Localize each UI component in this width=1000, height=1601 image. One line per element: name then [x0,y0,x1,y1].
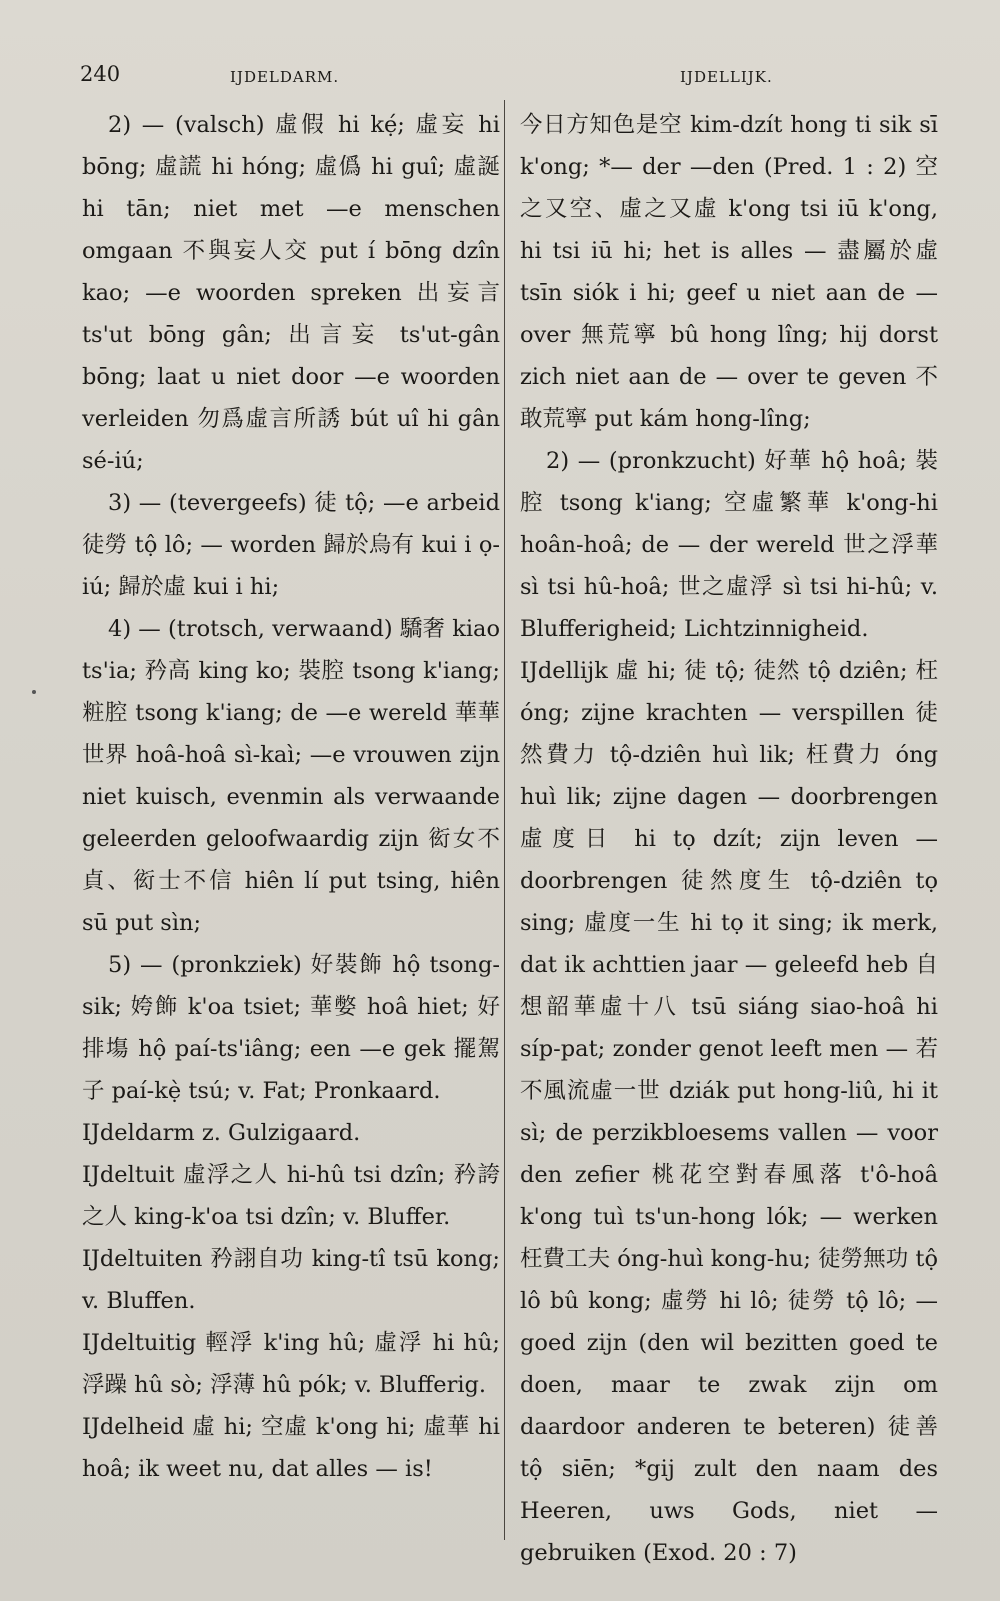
entry-paragraph: IJdeltuit 虛浮之人 hi-hû tsi dzîn; 矜誇之人 king-k'oa tsi dzîn; v. Bluffer. [82,1162,500,1230]
entry-paragraph: IJdeldarm z. Gulzigaard. [82,1120,361,1146]
sense-paragraph: 4) — (trotsch, verwaand) 驕奢 kiao ts'ia; 矜高 king ko; 裝腔 tsong k'iang; 粧腔 tsong k'iang; de —e wereld 華華世界 hoâ-hoâ sì-kaì; —e vrouwen zijn niet kuisch, evenmin als verwaande geleerden geloofwaardig zijn 衒女不貞、衒士不信 hiên lí put tsing, hiên sū put sìn; [82,616,500,936]
column-divider [504,100,505,1540]
sense-paragraph: 2) — (valsch) 虛假 hi kẹ́; 虛妄 hi bōng; 虛謊 hi hóng; 虛僞 hi guî; 虛誕 hi tān; niet met —e menschen omgaan 不與妄人交 put í bōng dzîn kao; —e woorden spreken 出妄言 ts'ut bōng gân; 出言妄 ts'ut-gân bōng; laat u niet door —e woorden verleiden 勿爲虛言所誘 bút uî hi gân sé-iú; [82,112,500,474]
header-right-title: IJDELLIJK. [680,68,773,86]
entry-paragraph: IJdeltuitig 輕浮 k'ing hû; 虛浮 hi hû; 浮躁 hû sò; 浮薄 hû pók; v. Blufferig. [82,1330,500,1398]
header-left-title: IJDELDARM. [230,68,340,86]
sense-paragraph: 5) — (pronkziek) 好裝飾 hộ tsong-sik; 姱飾 k'oa tsiet; 華嫳 hoâ hiet; 好排塲 hộ paí-ts'iâng; een —e gek 擺駕子 paí-kẹ̀ tsú; v. Fat; Pronkaard. [82,952,500,1104]
page-number: 240 [80,62,121,86]
entry-paragraph: IJdeltuiten 矜詡自功 king-tî tsū kong; v. Bluffen. [82,1246,500,1314]
entry-paragraph: IJdelheid 虛 hi; 空虛 k'ong hi; 虛華 hi hoâ; ik weet nu, dat alles — is! [82,1414,500,1482]
sense-paragraph: 3) — (tevergeefs) 徒 tộ; —e arbeid 徒勞 tộ lô; — worden 歸於烏有 kui i ọ-iú; 歸於虛 kui i hi; [82,490,500,600]
running-header [80,58,940,92]
entry-paragraph: IJdellijk 虛 hi; 徒 tộ; 徒然 tộ dziên; 枉 óng; zijne krachten — verspillen 徒然費力 tộ-dziên huì lik; 枉費力 óng huì lik; zijne dagen — doorbrengen 虛度日 hi tọ dzít; zijn leven — doorbrengen 徒然度生 tộ-dziên tọ sing; 虛度一生 hi tọ it sing; ik merk, dat ik achttien jaar — geleefd heb 自想韶華虛十八 tsū siáng siao-hoâ hi síp-pat; zonder genot leeft men — 若不風流虛一世 dziák put hong-liû, hi it sì; de perzikbloesems vallen — voor den zefier 桃花空對春風落 t'ô-hoâ k'ong tuì ts'un-hong lók; — werken 枉費工夫 óng-huì kong-hu; 徒勞無功 tộ lô bû kong; 虛勞 hi lô; 徒勞 tộ lô; — goed zijn (den wil bezitten goed te doen, maar te zwak zijn om daardoor anderen te beteren) 徒善 tộ siēn; *gij zult den naam des Heeren, uws Gods, niet — gebruiken (Exod. 20 : 7) [520,658,938,1566]
left-column [82,104,500,1490]
right-column [520,104,938,1574]
sense-paragraph: 2) — (pronkzucht) 好華 hộ hoâ; 裝腔 tsong k'iang; 空虛繁華 k'ong-hi hoân-hoâ; de — der wereld 世之浮華 sì tsi hû-hoâ; 世之虛浮 sì tsi hi-hû; v. Blufferigheid; Lichtzinnigheid. [520,448,938,642]
ink-speck [32,690,36,694]
entry-paragraph: 今日方知色是空 kim-dzít hong ti sik sī k'ong; *— der —den (Pred. 1 : 2) 空之又空、虛之又虛 k'ong tsi iū k'ong, hi tsi iū hi; het is alles — 盡屬於虛 tsīn siók i hi; geef u niet aan de — over 無荒寧 bû hong lîng; hij dorst zich niet aan de — over te geven 不敢荒寧 put kám hong-lîng; [520,112,938,432]
